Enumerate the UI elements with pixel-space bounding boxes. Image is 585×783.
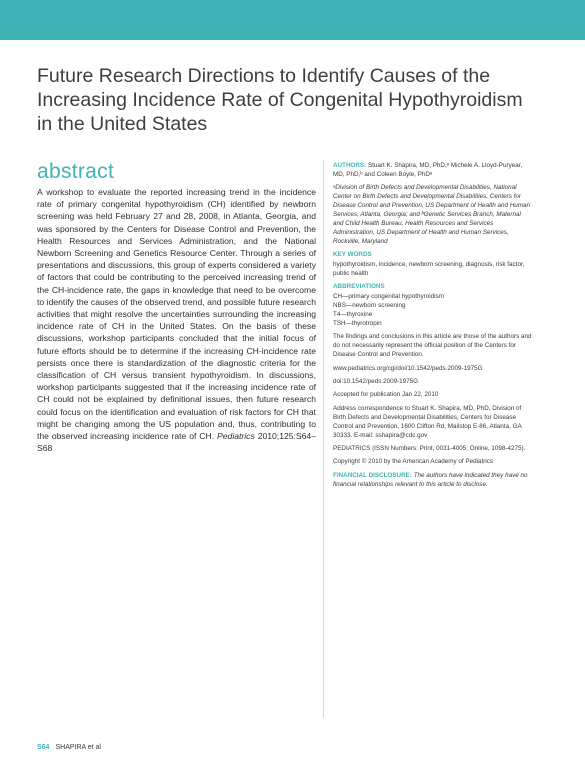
- article-doi: doi:10.1542/peds.2009-1975G: [333, 378, 419, 386]
- abbreviation-item: TSH—thyrotropin: [333, 320, 382, 327]
- abbreviation-item: T4—thyroxine: [333, 311, 373, 319]
- copyright: Copyright © 2010 by the American Academy of Pediatrics: [333, 458, 494, 466]
- abstract-text: A workshop to evaluate the reported increasing trend in the incidence rate of primary congenital hypothyroidism (CH) identified by newborn screening was held February 27 and 28, 2008, in Atlanta, Georgia, and was sponsored by the Centers for Disease Control and Prevention, the Health Resources and Services Administration, and the National Newborn Screening and Genetics Resource Center. Through a series of presentations and discussions, this group of experts considered a variety of factors that could be contributing to the perceived increasing trend of the CH-incidence rate, the gaps in knowledge that need to be overcome to identify the causes of the observed trend, and possible future research activities that might resolve the uncertainties surrounding the increasing incidence rate of CH in the United States. On the basis of these discussions, workshop participants concluded that the initial focus of future efforts should be to determine if the increasing CH-incidence rate persists once there is standardization of the diagnostic criteria for the classification of CH versus transient hypothyroidism. In discussions, workshop participants suggested that if the increasing incidence rate of CH could not be explained by definitional issues, then future research could focus on the identification and evaluation of risk factors for CH that might be changing among the US population and, thus, contributing to the observed increasing incidence rate of CH.: [37, 187, 316, 442]
- citation-details: 2010;125:S64–S68: [37, 431, 316, 454]
- page-footer: [37, 744, 101, 751]
- keywords-block: [333, 251, 533, 279]
- abstract-body: [37, 186, 316, 454]
- article-sidebar: [333, 162, 533, 494]
- column-divider: [323, 160, 324, 718]
- financial-label: FINANCIAL DISCLOSURE:: [333, 471, 412, 479]
- page-number: S64: [37, 744, 50, 751]
- abstract-heading: abstract: [37, 160, 115, 183]
- keywords-text: hypothyroidism, incidence, newborn screening, diagnosis, risk factor, public health: [333, 261, 525, 277]
- abbreviations-label: ABBREVIATIONS: [333, 283, 385, 291]
- abbreviation-item: CH—primary congenital hypothyroidism: [333, 293, 444, 301]
- article-title: Future Research Directions to Identify Causes of the Increasing Incidence Rate of Congenital Hypothyroidism in the United States: [37, 65, 523, 135]
- authors-text: Stuart K. Shapira, MD, PhD,ᵃ Michele A. Lloyd-Puryear, MD, PhD,ᵇ and Coleen Boyle, PhDᵃ: [333, 162, 523, 178]
- citation-journal: Pediatrics: [217, 431, 255, 442]
- financial-disclosure: [333, 472, 533, 490]
- header-color-bar: [0, 0, 585, 40]
- accepted-date: Accepted for publication Jan 22, 2010: [333, 391, 439, 399]
- correspondence: Address correspondence to Stuart K. Shapira, MD, PhD, Division of Birth Defects and Developmental Disabilities, Centers for Disease Control and Prevention, 1600 Clifton Rd, Mailstop E-86, Atlanta, GA 30333. E-mail: sshapira@cdc.gov: [333, 404, 522, 439]
- issn: PEDIATRICS (ISSN Numbers: Print, 0031-4005; Online, 1098-4275).: [333, 444, 526, 452]
- financial-text: The authors have indicated they have no financial relationships relevant to this article to disclose.: [333, 471, 528, 488]
- abbreviations-block: [333, 283, 533, 329]
- authors-label: AUTHORS:: [333, 162, 367, 169]
- abbreviation-item: NBS—newborn screening: [333, 302, 406, 310]
- disclaimer: The findings and conclusions in this article are those of the authors and do not necessarily represent the official position of the Centers for Disease Control and Prevention.: [333, 333, 532, 359]
- affiliations: ᵃDivision of Birth Defects and Developmental Disabilities, National Center on Birth Defects and Developmental Disabilities, Centers for Disease Control and Prevention, US Department of Health and Human Services, Atlanta, Georgia; and ᵇGenetic Services Branch, Maternal and Child Health Bureau, Health Resources and Services Administration, US Department of Health and Human Services, Rockville, Maryland: [333, 184, 531, 245]
- keywords-label: KEY WORDS: [333, 251, 372, 259]
- authors-block: [333, 162, 533, 180]
- article-url: www.pediatrics.org/cgi/doi/10.1542/peds.2009-1975G: [333, 364, 483, 372]
- running-head: SHAPIRA et al: [55, 744, 101, 751]
